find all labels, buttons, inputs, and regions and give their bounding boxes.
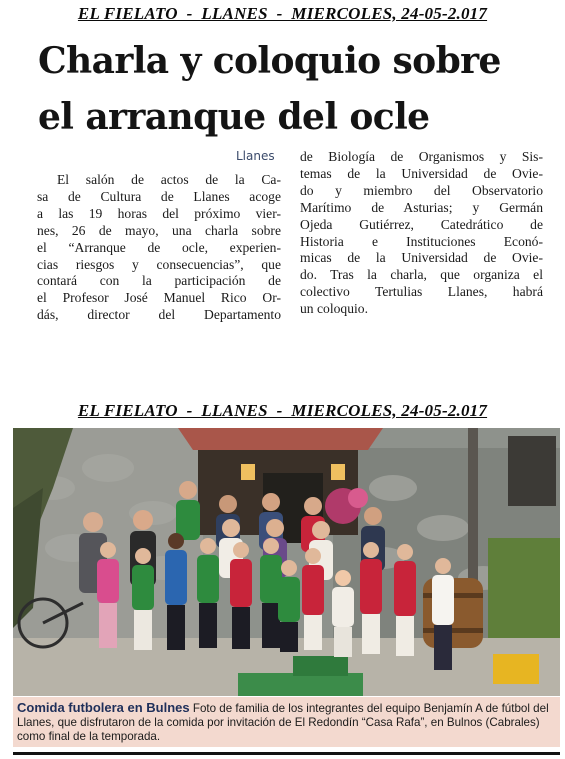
article-line: Marítimo de Asturias; y Germán: [300, 199, 543, 215]
article-line: Ojeda Gutiérrez, Catedrático de: [300, 216, 543, 232]
bottom-rule: [13, 752, 560, 755]
caption-lead: Comida futbolera en Bulnes: [17, 700, 190, 715]
article-column-1: [37, 172, 281, 324]
article-line: Historia e Instituciones Econó-: [300, 233, 543, 249]
article-line: colectivo Tertulias Llanes, habrá: [300, 284, 543, 300]
headline-line-2: el arranque del ocle: [38, 96, 430, 138]
article-line: el Profesor José Manuel Rico Or-: [37, 290, 281, 306]
team-group-photo: [13, 428, 560, 696]
team-photo-illustration: [13, 428, 560, 696]
article-line: cias riesgos y consecuencias”, que: [37, 256, 281, 272]
article-line: temas de la Universidad de Ovie-: [300, 165, 543, 181]
headline-line-1: Charla y coloquio sobre: [38, 40, 501, 82]
article-line: contará con la participación de: [37, 273, 281, 289]
newspaper-header-top: EL FIELATO - LLANES - MIERCOLES, 24-05-2.017: [77, 4, 488, 23]
article-line: a las 19 horas del próximo vier-: [37, 205, 281, 221]
caption-body: Foto de familia de los integrantes del equipo Benjamín A de fútbol del Llanes, que disfrutaron de la comida por invitación de El Redondín “Casa Rafa”, en Bulnos (Cabrales) como final de la temporada.: [17, 702, 549, 743]
article-line: el “Arranque de ocle, experien-: [37, 239, 281, 255]
article-line: micas de la Universidad de Ovie-: [300, 250, 543, 266]
article-line: dás, director del Departamento: [37, 307, 281, 323]
article-line: El salón de actos de la Ca-: [57, 172, 281, 187]
article-line: do. Tras la charla, que organiza el: [300, 267, 543, 283]
article-line: do y miembro del Observatorio: [300, 182, 543, 198]
newspaper-header-bottom: EL FIELATO - LLANES - MIERCOLES, 24-05-2.017: [77, 401, 488, 420]
article-line: de Biología de Organismos y Sis-: [300, 149, 543, 164]
article-line: nes, 26 de mayo, una charla sobre: [37, 222, 281, 238]
photo-caption: [13, 697, 560, 747]
dateline: Llanes: [236, 149, 275, 163]
article-column-2: [300, 149, 543, 318]
article-line: sa de Cultura de Llanes acoge: [37, 188, 281, 204]
article-line: un coloquio.: [300, 301, 368, 317]
